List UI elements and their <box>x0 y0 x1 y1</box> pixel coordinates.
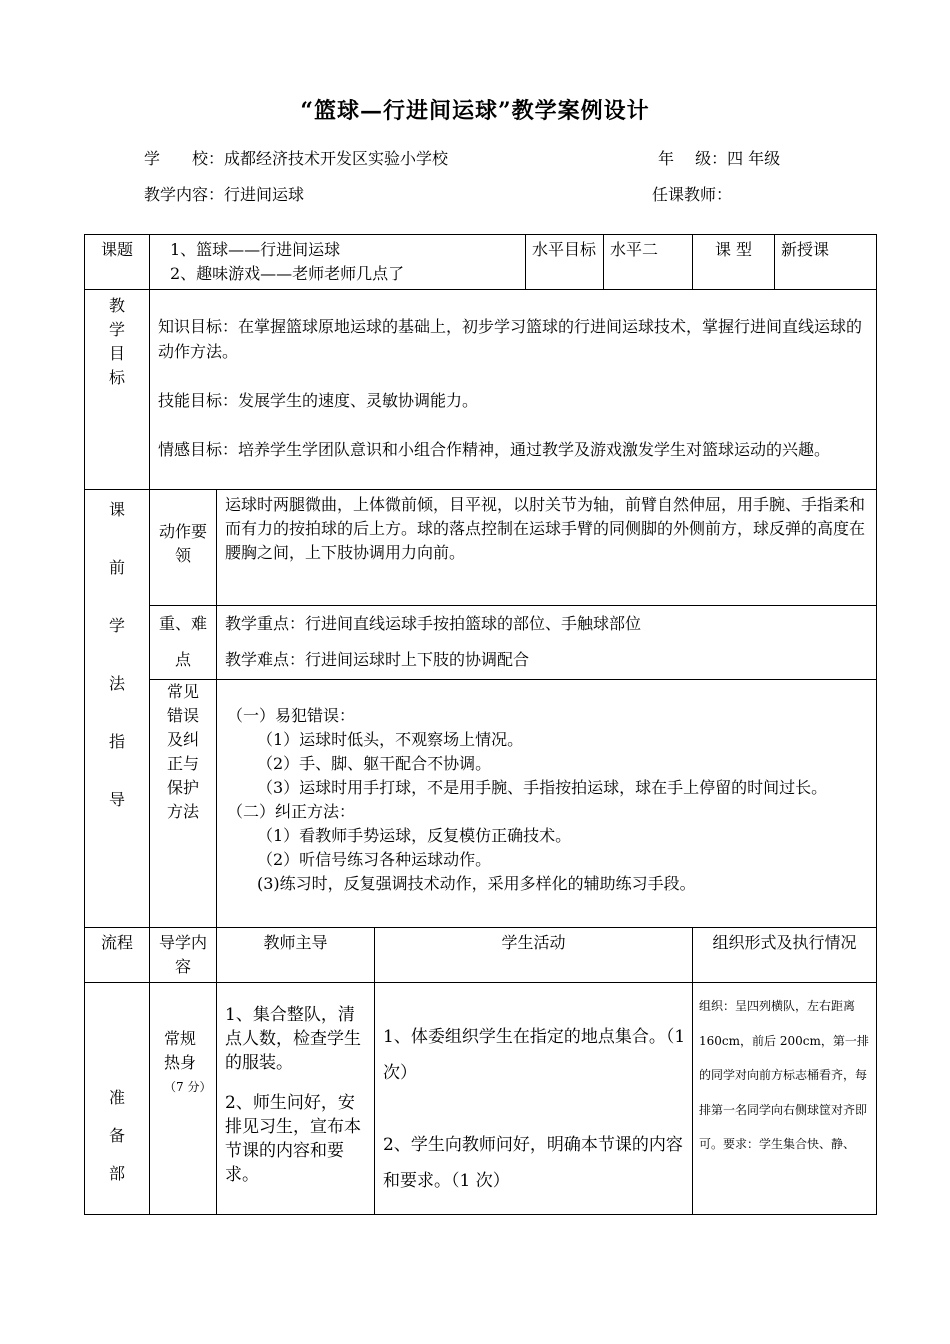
prep-content <box>150 983 217 1215</box>
topic-cell <box>150 235 526 290</box>
error-item: （3）运球时用手打球，不是用手腕、手指按拍运球，球在手上停留的时间过长。 <box>257 778 828 797</box>
prep-label-char: 准 <box>108 1088 125 1107</box>
key-points-row <box>85 606 877 680</box>
errors-label: 常见错误及纠正与保护方法 <box>150 680 217 928</box>
errors-title: （一）易犯错误： <box>227 706 356 725</box>
topic-line-2: 2、趣味游戏——老师老师几点了 <box>170 264 405 283</box>
prep-teacher <box>217 983 375 1215</box>
error-item: （1）运球时低头，不观察场上情况。 <box>257 730 524 749</box>
prep-time: （7 分） <box>164 1080 212 1094</box>
teacher-line <box>652 182 732 205</box>
key-points-cell <box>217 606 877 680</box>
key-points-label <box>150 606 217 680</box>
difficult-point: 教学难点：行进间运球时上下肢的协调配合 <box>225 650 530 669</box>
prep-student <box>375 983 693 1215</box>
guide-label-char: 导 <box>108 790 125 809</box>
grade-value: 四 年级 <box>727 149 781 168</box>
prep-label-char: 备 <box>108 1126 125 1145</box>
topic-row <box>85 235 877 290</box>
goals-label-char: 标 <box>108 368 125 387</box>
prep-teacher-step: 2、师生问好，安排见习生，宣布本节课的内容和要求。 <box>225 1093 361 1185</box>
prep-org: 组织：呈四列横队，左右距离 160cm，前后 200cm，第一排的同学对向前方标志桶看齐，每排第一名同学向右侧球筐对齐即可。要求：学生集合快、静、 <box>693 983 877 1215</box>
action-row <box>85 490 877 606</box>
prep-row <box>85 983 877 1215</box>
goals-row <box>85 290 877 490</box>
guide-label-char: 前 <box>108 558 125 577</box>
goals-label-char: 目 <box>108 344 125 363</box>
knowledge-goal: 知识目标：在掌握篮球原地运球的基础上，初步学习篮球的行进间运球技术，掌握行进间直线运球的动作方法。 <box>158 317 863 361</box>
guide-label-char: 课 <box>108 500 125 519</box>
teacher-header: 教师主导 <box>217 928 375 983</box>
flow-header: 流程 <box>85 928 150 983</box>
guide-label-char: 法 <box>108 674 125 693</box>
goals-label <box>85 290 150 490</box>
errors-cell <box>217 680 877 928</box>
lesson-plan-table <box>84 234 877 1215</box>
prep-student-step: 1、体委组织学生在指定的地点集合。（1 次） <box>383 1027 686 1083</box>
key-point: 教学重点：行进间直线运球手按拍篮球的部位、手触球部位 <box>225 614 642 633</box>
prep-teacher-step: 1、集合整队，清点人数，检查学生的服装。 <box>225 1005 361 1073</box>
fix-item: (3)练习时，反复强调技术动作，采用多样化的辅助练习手段。 <box>257 874 696 893</box>
key-label-line-2: 点 <box>174 650 191 669</box>
fix-title: （二）纠正方法： <box>227 802 356 821</box>
student-header: 学生活动 <box>375 928 693 983</box>
flow-header-row <box>85 928 877 983</box>
guide-content-header: 导学内容 <box>150 928 217 983</box>
action-text: 运球时两腿微曲，上体微前倾，目平视，以肘关节为轴，前臂自然伸屈，用手腕、手指柔和而有力的按拍球的后上方。球的落点控制在运球手臂的同侧脚的外侧前方，球反弹的高度在腰胸之间，上下肢协调用力向前。 <box>217 490 877 606</box>
content-value: 行进间运球 <box>224 185 305 204</box>
type-value: 新授课 <box>775 235 877 290</box>
action-label: 动作要领 <box>150 490 217 606</box>
topic-label: 课题 <box>85 235 150 290</box>
prep-label-char: 部 <box>108 1164 125 1183</box>
school-line <box>144 146 448 169</box>
content-line <box>144 182 304 205</box>
fix-item: （2）听信号练习各种运球动作。 <box>257 850 492 869</box>
fix-item: （1）看教师手势运球，反复模仿正确技术。 <box>257 826 572 845</box>
guide-label-char: 指 <box>108 732 125 751</box>
school-name: 成都经济技术开发区实验小学校 <box>224 149 449 168</box>
emotion-goal: 情感目标：培养学生学团队意识和小组合作精神，通过教学及游戏激发学生对篮球运动的兴趣。 <box>158 440 831 459</box>
type-label: 课 型 <box>693 235 775 290</box>
error-item: （2）手、脚、躯干配合不协调。 <box>257 754 492 773</box>
guide-label <box>85 490 150 928</box>
grade-line <box>658 146 780 169</box>
goals-cell <box>150 290 877 490</box>
prep-student-step: 2、学生向教师问好，明确本节课的内容和要求。（1 次） <box>383 1135 683 1191</box>
prep-content-text: 常规热身 <box>164 1029 197 1072</box>
goals-label-char: 学 <box>108 320 125 339</box>
grade-label: 年 级： <box>658 149 728 168</box>
prep-label <box>85 983 150 1215</box>
skill-goal: 技能目标：发展学生的速度、灵敏协调能力。 <box>158 391 479 410</box>
errors-row <box>85 680 877 928</box>
page-title: “篮球—行进间运球”教学案例设计 <box>300 98 650 124</box>
org-header: 组织形式及执行情况 <box>693 928 877 983</box>
level-value: 水平二 <box>604 235 693 290</box>
school-label: 学 校： <box>144 149 225 168</box>
goals-label-char: 教 <box>108 296 125 315</box>
level-label: 水平目标 <box>526 235 604 290</box>
guide-label-char: 学 <box>108 616 125 635</box>
topic-line-1: 1、篮球——行进间运球 <box>170 240 341 259</box>
teacher-label: 任课教师： <box>652 185 733 204</box>
key-label-line-1: 重、难 <box>158 614 207 633</box>
content-label: 教学内容： <box>144 185 225 204</box>
